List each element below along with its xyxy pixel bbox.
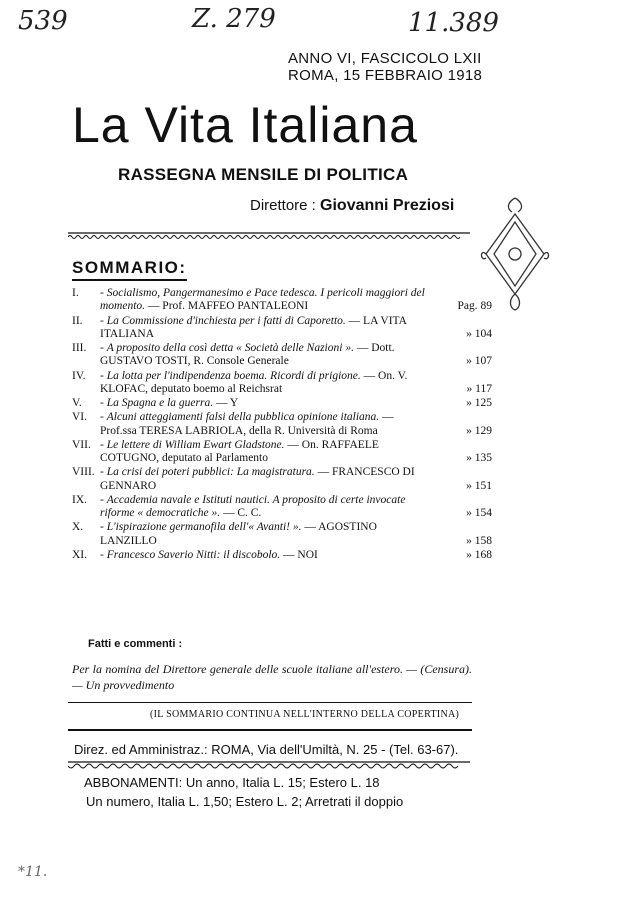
toc-entry-author: — NOI <box>283 548 318 561</box>
toc-entry-title: La Commissione d'inchiesta per i fatti di Caporetto. <box>106 314 346 327</box>
toc-entry-text: - La Spagna e la guerra. — Y <box>100 397 239 409</box>
table-of-contents <box>72 287 492 563</box>
toc-entry-author: — Prof.ssa TERESA LABRIOLA, della R. Università di Roma <box>100 411 394 437</box>
toc-entry <box>72 397 492 410</box>
toc-entry-title: Alcuni atteggiamenti falsi della pubblica opinione italiana. <box>106 411 380 424</box>
director-line <box>250 197 454 215</box>
toc-entry-page: Pag. 89 <box>457 300 492 313</box>
toc-entry-page: » 168 <box>466 548 492 561</box>
toc-entry-author: — FRANCESCO DI GENNARO <box>100 466 415 492</box>
toc-entry-page: » 135 <box>466 452 492 464</box>
toc-entry-page: » 151 <box>466 479 492 492</box>
toc-entry-number: VI. <box>72 411 88 424</box>
director-name: Giovanni Preziosi <box>320 197 455 214</box>
continua-note: (IL SOMMARIO CONTINUA NELL'INTERNO DELLA COPERTINA) <box>150 709 460 720</box>
toc-entry-number: X. <box>72 521 84 534</box>
toc-entry-number: IX. <box>72 493 88 506</box>
toc-entry-author: — AGOSTINO LANZILLO <box>100 521 377 547</box>
toc-entry-text: - Alcuni atteggiamenti falsi della pubblica opinione italiana. — Prof.ssa TERESA LABRIOLA, della R. Università di Roma <box>100 411 394 437</box>
toc-entry-author: — On. RAFFAELE COTUGNO, deputato al Parlamento <box>100 438 379 464</box>
toc-entry-text: - Le lettere di William Ewart Gladstone. — On. RAFFAELE COTUGNO, deputato al Parlamento <box>100 438 379 464</box>
fatti-heading: Fatti e commenti : <box>88 638 183 650</box>
director-label: Direttore : <box>250 197 316 214</box>
toc-entry-page: » 129 <box>466 424 492 437</box>
toc-entry-title: Socialismo, Pangermanesimo e Pace tedesca. I pericoli maggiori del momento. <box>100 287 425 313</box>
handwritten-number-center: Z. 279 <box>192 4 276 34</box>
toc-entry <box>72 411 492 437</box>
toc-entry-author: — C. C. <box>222 507 262 519</box>
toc-entry-title: Francesco Saverio Nitti: il discobolo. <box>106 548 281 561</box>
abbonamenti-line: ABBONAMENTI: Un anno, Italia L. 15; Estero L. 18 <box>84 775 380 790</box>
toc-entry-number: I. <box>72 287 79 299</box>
toc-entry <box>72 521 492 547</box>
bottom-left-mark: *11. <box>18 864 48 880</box>
toc-entry-author: — On. V. KLOFAC, deputato boemo al Reichsrat <box>100 369 408 395</box>
sommario-heading: SOMMARIO: <box>72 258 187 281</box>
toc-entry-page: » 154 <box>466 507 492 519</box>
toc-entry-page: » 107 <box>466 355 492 368</box>
toc-entry-text: - Accademia navale e Istituti nautici. A proposito di certe invocate riforme « democratiche ». — C. C. <box>100 493 406 519</box>
toc-entry-title: Accademia navale e Istituti nautici. A proposito di certe invocate riforme « democratiche ». <box>100 493 406 519</box>
divider-line <box>68 702 472 703</box>
toc-entry <box>72 494 492 520</box>
toc-entry <box>72 287 492 313</box>
toc-entry <box>72 315 492 341</box>
divider-line-thick <box>68 729 472 731</box>
toc-entry <box>72 466 492 492</box>
toc-entry-title: La Spagna e la guerra. <box>106 397 214 409</box>
toc-entry-author: — LA VITA ITALIANA <box>100 314 407 340</box>
toc-entry-text: - A proposito della così detta « Società delle Nazioni ». — Dott. GUSTAVO TOSTI, R. Console Generale <box>100 342 395 368</box>
journal-subtitle: RASSEGNA MENSILE DI POLITICA <box>118 165 409 184</box>
wavy-divider-bottom <box>68 760 470 770</box>
toc-entry <box>72 439 492 465</box>
toc-entry-text: - La crisi dei poteri pubblici: La magistratura. — FRANCESCO DI GENNARO <box>100 466 415 492</box>
toc-entry-author: — Y <box>215 397 239 409</box>
toc-entry-number: II. <box>72 314 83 327</box>
toc-entry-number: VIII. <box>72 466 95 479</box>
toc-entry-title: La crisi dei poteri pubblici: La magistratura. <box>106 466 315 479</box>
toc-entry-number: XI. <box>72 548 88 561</box>
toc-entry-page: » 117 <box>466 382 492 395</box>
handwritten-number-left: 539 <box>18 6 68 36</box>
toc-entry-text: - Socialismo, Pangermanesimo e Pace tedesca. I pericoli maggiori del momento. — Prof. MAFFEO PANTALEONI <box>100 287 425 313</box>
toc-entry-number: III. <box>72 342 87 354</box>
toc-entry-number: V. <box>72 397 82 409</box>
toc-entry-text: - Francesco Saverio Nitti: il discobolo. — NOI <box>100 548 318 561</box>
toc-entry-author: — Prof. MAFFEO PANTALEONI <box>147 300 309 313</box>
toc-entry-author: — Dott. GUSTAVO TOSTI, R. Console Generale <box>100 342 395 368</box>
prezzo-line: Un numero, Italia L. 1,50; Estero L. 2; Arretrati il doppio <box>86 794 404 809</box>
toc-entry-title: Le lettere di William Ewart Gladstone. <box>106 438 285 451</box>
issue-number: ANNO VI, FASCICOLO LXII <box>288 50 482 67</box>
direzione-address: Direz. ed Amministraz.: ROMA, Via dell'Umiltà, N. 25 - (Tel. 63-67). <box>74 742 459 757</box>
toc-entry <box>72 549 492 562</box>
toc-entry-page: » 125 <box>466 397 492 409</box>
toc-entry-title: A proposito della così detta « Società delle Nazioni ». <box>106 342 354 354</box>
toc-entry-title: L'ispirazione germanofila dell'« Avanti! ». <box>106 521 302 534</box>
wavy-divider-top <box>68 231 470 241</box>
toc-entry-text: - La Commissione d'inchiesta per i fatti di Caporetto. — LA VITA ITALIANA <box>100 314 407 340</box>
toc-entry-number: VII. <box>72 438 91 451</box>
fatti-text: Per la nomina del Direttore generale delle scuole italiane all'estero. — (Censura). — Un provvedimento <box>72 662 472 692</box>
journal-title: La Vita Italiana <box>72 97 418 153</box>
issue-date: ROMA, 15 FEBBRAIO 1918 <box>288 67 483 84</box>
toc-entry-text: - L'ispirazione germanofila dell'« Avanti! ». — AGOSTINO LANZILLO <box>100 521 377 547</box>
toc-entry-text: - La lotta per l'indipendenza boema. Ricordi di prigione. — On. V. KLOFAC, deputato boemo al Reichsrat <box>100 369 408 395</box>
toc-entry-number: IV. <box>72 369 86 382</box>
toc-entry-page: » 158 <box>466 534 492 547</box>
handwritten-number-right: 11.389 <box>408 8 499 38</box>
toc-entry <box>72 342 492 368</box>
toc-entry <box>72 370 492 396</box>
toc-entry-title: La lotta per l'indipendenza boema. Ricordi di prigione. <box>106 369 361 382</box>
issue-header <box>288 50 482 84</box>
toc-entry-page: » 104 <box>466 327 492 340</box>
